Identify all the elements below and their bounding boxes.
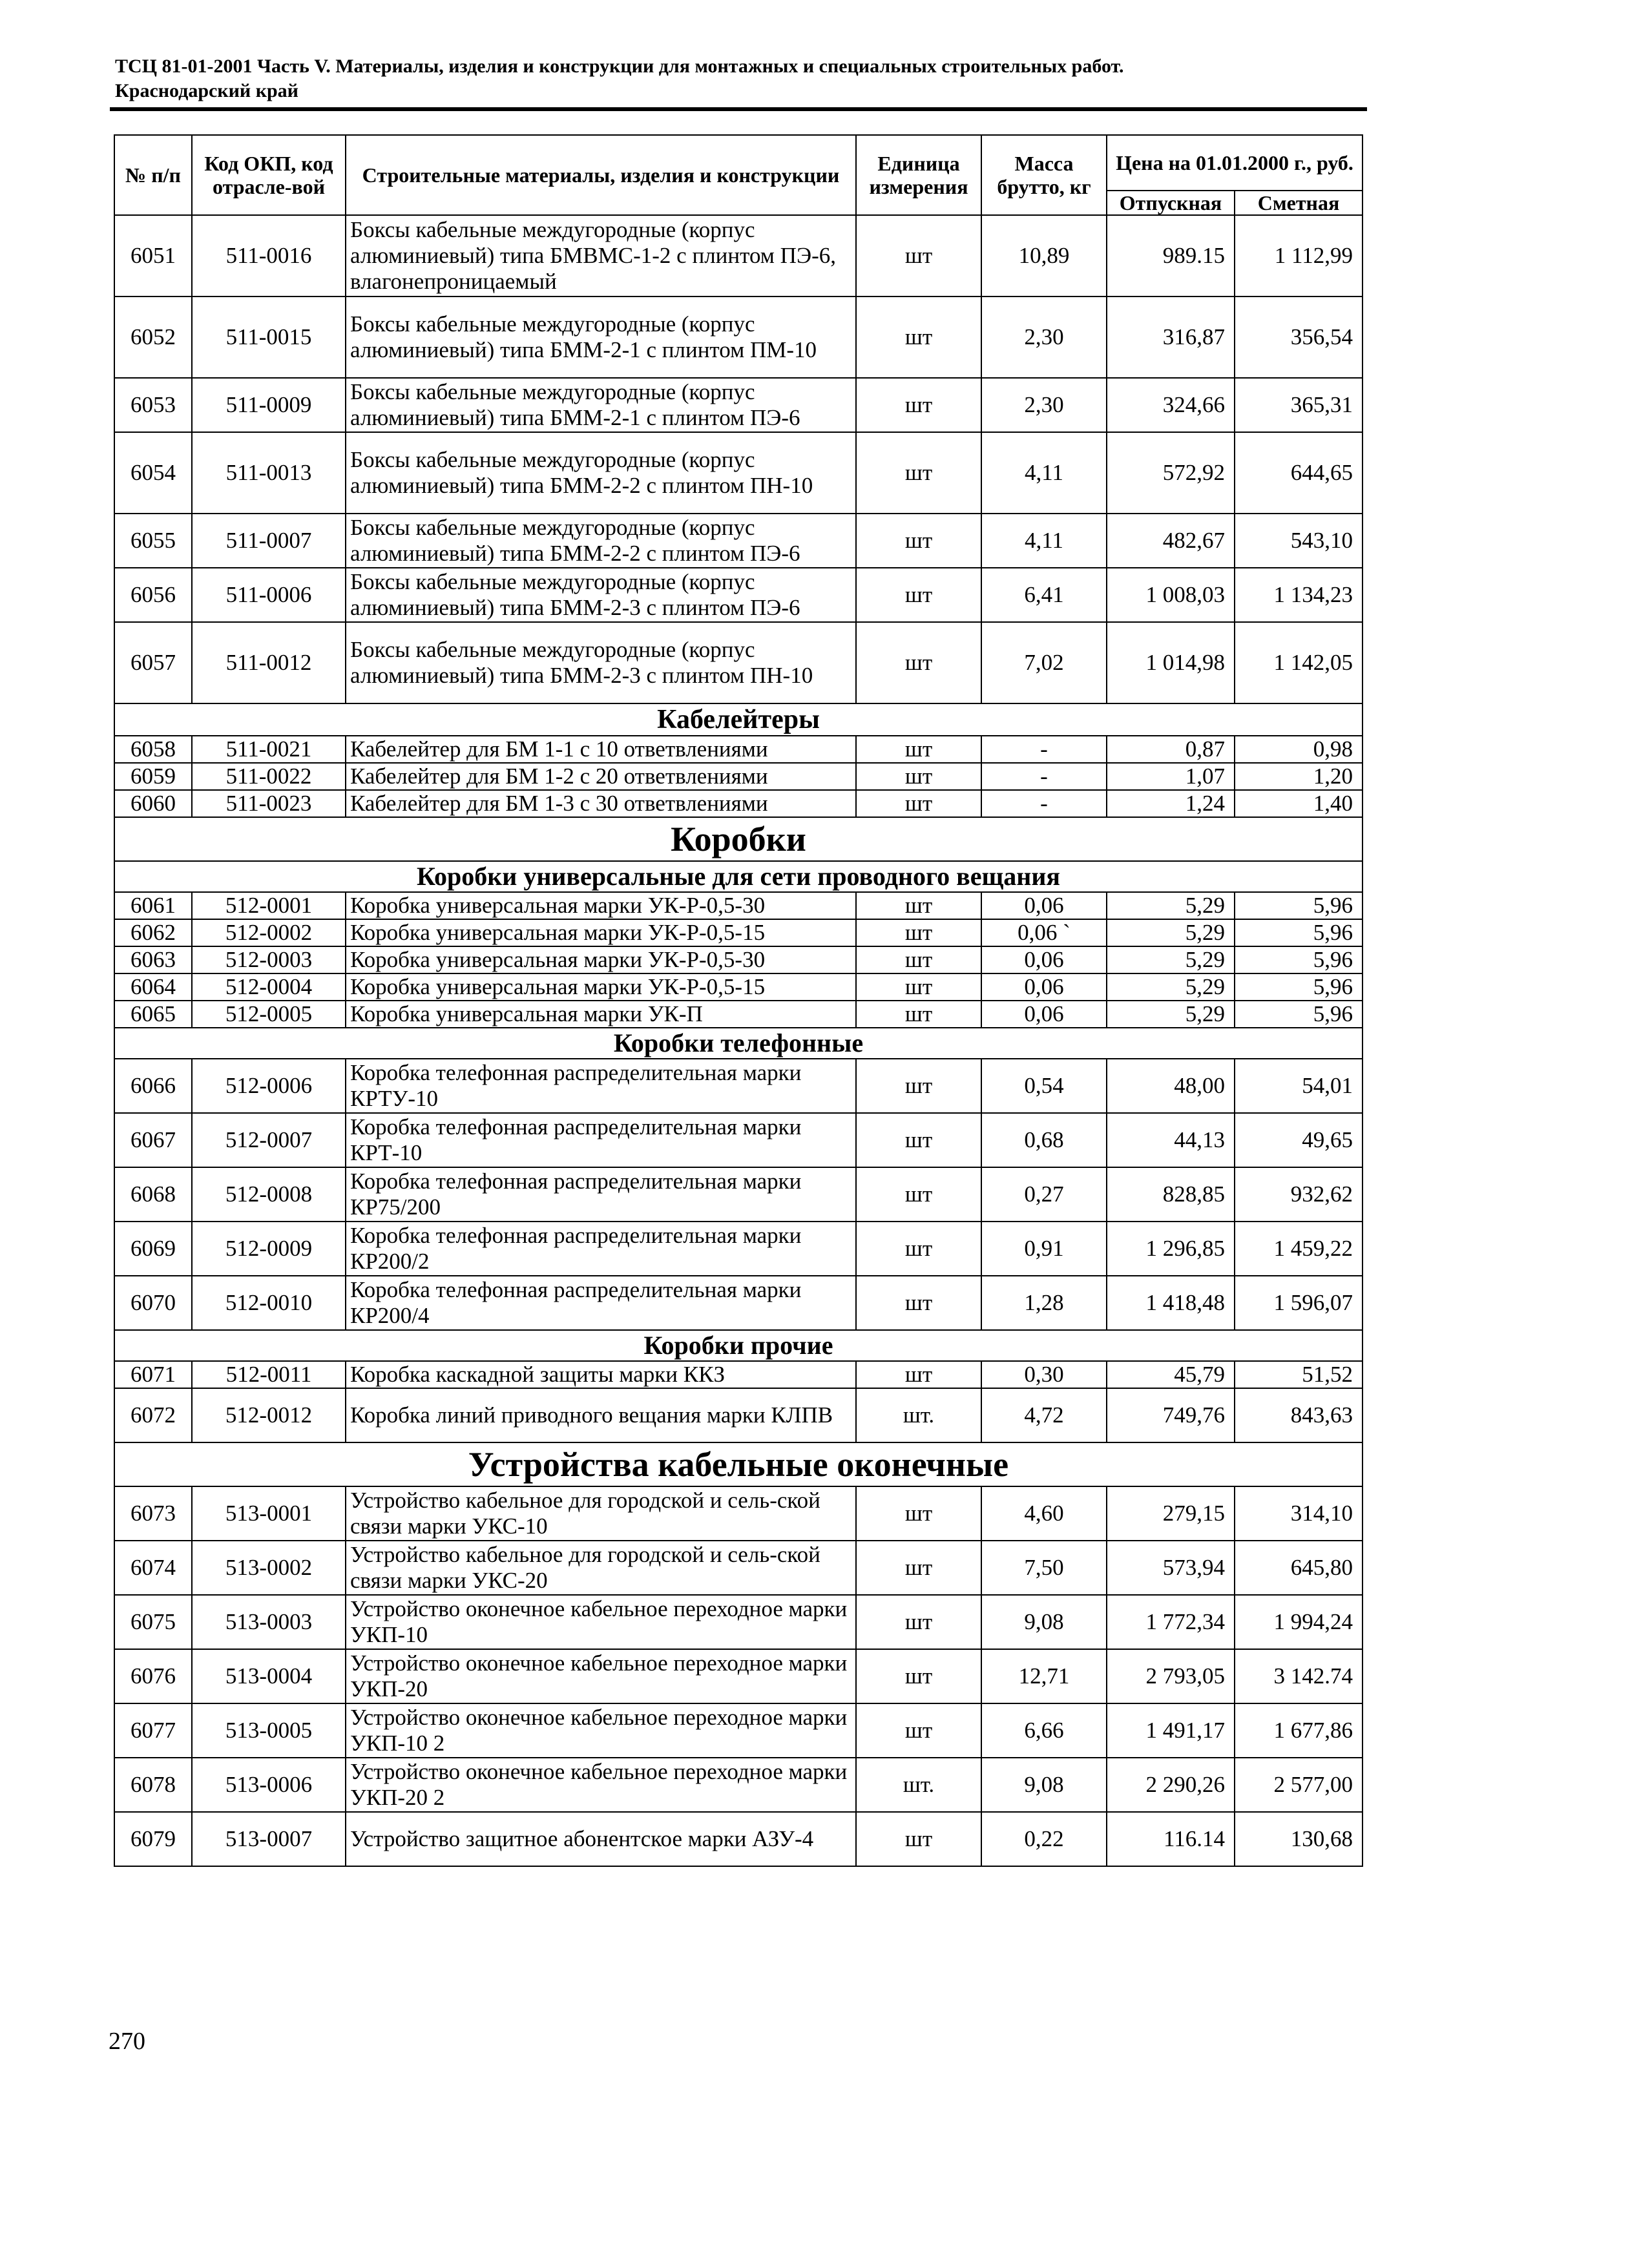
row-release-price: 44,13: [1107, 1113, 1235, 1167]
row-number: 6056: [114, 568, 192, 622]
row-mass: 9,08: [981, 1758, 1107, 1812]
row-name: Устройство оконечное кабельное переходное марки УКП-20: [346, 1649, 856, 1703]
row-code: 512-0007: [192, 1113, 346, 1167]
row-release-price: 1 418,48: [1107, 1276, 1235, 1330]
row-estimate-price: 54,01: [1235, 1059, 1363, 1113]
row-estimate-price: 1,40: [1235, 790, 1363, 817]
row-release-price: 2 793,05: [1107, 1649, 1235, 1703]
header-rule: [110, 107, 1367, 111]
table-row: [114, 892, 1363, 919]
row-estimate-price: 1 677,86: [1235, 1703, 1363, 1758]
row-code: 513-0005: [192, 1703, 346, 1758]
row-code: 513-0006: [192, 1758, 346, 1812]
row-estimate-price: 5,96: [1235, 919, 1363, 946]
row-unit: шт: [856, 919, 981, 946]
row-number: 6078: [114, 1758, 192, 1812]
row-number: 6077: [114, 1703, 192, 1758]
row-release-price: 828,85: [1107, 1167, 1235, 1222]
table-row: [114, 1595, 1363, 1649]
row-estimate-price: 356,54: [1235, 297, 1363, 378]
table-row: [114, 790, 1363, 817]
row-number: 6059: [114, 763, 192, 790]
col-mass-header: Масса брутто, кг: [981, 135, 1107, 215]
row-release-price: 482,67: [1107, 514, 1235, 568]
row-name: Коробка универсальная марки УК-Р-0,5-30: [346, 892, 856, 919]
row-estimate-price: 1 112,99: [1235, 215, 1363, 297]
row-number: 6065: [114, 1001, 192, 1028]
row-mass: 0,06: [981, 892, 1107, 919]
row-unit: шт: [856, 1113, 981, 1167]
table-row: [114, 1388, 1363, 1442]
row-release-price: 989.15: [1107, 215, 1235, 297]
row-unit: шт: [856, 946, 981, 973]
row-code: 512-0006: [192, 1059, 346, 1113]
row-release-price: 0,87: [1107, 736, 1235, 763]
row-code: 511-0013: [192, 432, 346, 514]
row-code: 511-0022: [192, 763, 346, 790]
row-unit: шт: [856, 568, 981, 622]
row-mass: 6,66: [981, 1703, 1107, 1758]
table-row: [114, 1222, 1363, 1276]
table-row: [114, 514, 1363, 568]
row-number: 6062: [114, 919, 192, 946]
row-release-price: 5,29: [1107, 1001, 1235, 1028]
row-unit: шт: [856, 763, 981, 790]
row-code: 511-0006: [192, 568, 346, 622]
row-estimate-price: 51,52: [1235, 1361, 1363, 1388]
row-code: 512-0010: [192, 1276, 346, 1330]
row-name: Боксы кабельные междугородные (корпус алюминиевый) типа БММ-2-1 с плинтом ПМ-10: [346, 297, 856, 378]
row-number: 6053: [114, 378, 192, 432]
table-row: [114, 973, 1363, 1001]
row-mass: 12,71: [981, 1649, 1107, 1703]
row-unit: шт: [856, 790, 981, 817]
row-name: Боксы кабельные междугородные (корпус алюминиевый) типа БММ-2-2 с плинтом ПН-10: [346, 432, 856, 514]
row-unit: шт: [856, 297, 981, 378]
table-row: [114, 1758, 1363, 1812]
row-number: 6058: [114, 736, 192, 763]
header-region: Краснодарский край: [115, 80, 298, 101]
row-code: 513-0002: [192, 1541, 346, 1595]
row-release-price: 48,00: [1107, 1059, 1235, 1113]
section-title: Кабелейтеры: [114, 703, 1363, 736]
row-name: Устройство защитное абонентское марки АЗУ-4: [346, 1812, 856, 1866]
table-body: [114, 215, 1363, 1866]
row-number: 6070: [114, 1276, 192, 1330]
row-release-price: 1,07: [1107, 763, 1235, 790]
row-estimate-price: 843,63: [1235, 1388, 1363, 1442]
table-row: [114, 1059, 1363, 1113]
section-title: Коробки: [114, 817, 1363, 861]
row-code: 512-0005: [192, 1001, 346, 1028]
table-row: [114, 432, 1363, 514]
row-number: 6068: [114, 1167, 192, 1222]
table-row: [114, 1703, 1363, 1758]
row-code: 511-0009: [192, 378, 346, 432]
section-title: Устройства кабельные оконечные: [114, 1442, 1363, 1486]
row-estimate-price: 5,96: [1235, 946, 1363, 973]
row-number: 6064: [114, 973, 192, 1001]
row-release-price: 5,29: [1107, 946, 1235, 973]
col-price-header: Цена на 01.01.2000 г., руб.: [1107, 135, 1363, 191]
row-estimate-price: 1 134,23: [1235, 568, 1363, 622]
subsection-title: Коробки прочие: [114, 1330, 1363, 1361]
row-name: Коробка телефонная распределительная марки КР200/2: [346, 1222, 856, 1276]
row-release-price: 45,79: [1107, 1361, 1235, 1388]
row-mass: 0,30: [981, 1361, 1107, 1388]
row-number: 6075: [114, 1595, 192, 1649]
row-estimate-price: 365,31: [1235, 378, 1363, 432]
row-number: 6067: [114, 1113, 192, 1167]
row-name: Кабелейтер для БМ 1-1 с 10 ответвлениями: [346, 736, 856, 763]
row-unit: шт: [856, 973, 981, 1001]
row-name: Коробка телефонная распределительная марки КР75/200: [346, 1167, 856, 1222]
table-row: [114, 1361, 1363, 1388]
row-release-price: 572,92: [1107, 432, 1235, 514]
table-row: [114, 378, 1363, 432]
row-code: 512-0004: [192, 973, 346, 1001]
table-row: [114, 1486, 1363, 1541]
row-name: Коробка универсальная марки УК-Р-0,5-15: [346, 973, 856, 1001]
row-release-price: 5,29: [1107, 919, 1235, 946]
section-row: [114, 703, 1363, 736]
row-name: Коробка каскадной защиты марки ККЗ: [346, 1361, 856, 1388]
table-row: [114, 1001, 1363, 1028]
row-mass: 4,60: [981, 1486, 1107, 1541]
row-mass: 4,11: [981, 514, 1107, 568]
row-estimate-price: 5,96: [1235, 892, 1363, 919]
row-estimate-price: 1 142,05: [1235, 622, 1363, 703]
row-unit: шт: [856, 1595, 981, 1649]
price-table: [114, 134, 1363, 1867]
table-row: [114, 1167, 1363, 1222]
row-name: Коробка универсальная марки УК-Р-0,5-15: [346, 919, 856, 946]
row-number: 6071: [114, 1361, 192, 1388]
row-name: Устройство оконечное кабельное переходное марки УКП-10 2: [346, 1703, 856, 1758]
row-mass: 0,68: [981, 1113, 1107, 1167]
row-estimate-price: 1 459,22: [1235, 1222, 1363, 1276]
row-unit: шт: [856, 622, 981, 703]
col-num-header: № п/п: [114, 135, 192, 215]
row-name: Кабелейтер для БМ 1-3 с 30 ответвлениями: [346, 790, 856, 817]
row-release-price: 1 014,98: [1107, 622, 1235, 703]
row-estimate-price: 1 596,07: [1235, 1276, 1363, 1330]
row-estimate-price: 5,96: [1235, 973, 1363, 1001]
row-code: 512-0009: [192, 1222, 346, 1276]
row-release-price: 1,24: [1107, 790, 1235, 817]
page-header: [115, 54, 1362, 103]
row-number: 6073: [114, 1486, 192, 1541]
row-release-price: 1 008,03: [1107, 568, 1235, 622]
row-number: 6066: [114, 1059, 192, 1113]
header-title: ТСЦ 81-01-2001 Часть V. Материалы, изделия и конструкции для монтажных и специальных строительных работ.: [115, 56, 1124, 77]
row-mass: 0,27: [981, 1167, 1107, 1222]
row-mass: 0,54: [981, 1059, 1107, 1113]
row-release-price: 1 491,17: [1107, 1703, 1235, 1758]
subsection-title: Коробки универсальные для сети проводного вещания: [114, 861, 1363, 892]
col-estimate-header: Сметная: [1235, 191, 1363, 215]
row-name: Коробка линий приводного вещания марки КЛПВ: [346, 1388, 856, 1442]
row-release-price: 1 772,34: [1107, 1595, 1235, 1649]
row-release-price: 279,15: [1107, 1486, 1235, 1541]
row-name: Боксы кабельные междугородные (корпус алюминиевый) типа БММ-2-1 с плинтом ПЭ-6: [346, 378, 856, 432]
row-code: 513-0001: [192, 1486, 346, 1541]
row-mass: 0,06: [981, 973, 1107, 1001]
row-name: Коробка универсальная марки УК-П: [346, 1001, 856, 1028]
table-row: [114, 622, 1363, 703]
row-number: 6051: [114, 215, 192, 297]
row-estimate-price: 0,98: [1235, 736, 1363, 763]
row-code: 511-0016: [192, 215, 346, 297]
row-code: 511-0023: [192, 790, 346, 817]
table-row: [114, 297, 1363, 378]
row-release-price: 116.14: [1107, 1812, 1235, 1866]
table-row: [114, 1812, 1363, 1866]
table-row: [114, 1649, 1363, 1703]
table-row: [114, 215, 1363, 297]
row-unit: шт: [856, 892, 981, 919]
row-unit: шт.: [856, 1758, 981, 1812]
row-code: 513-0003: [192, 1595, 346, 1649]
row-code: 511-0015: [192, 297, 346, 378]
row-mass: -: [981, 736, 1107, 763]
row-code: 511-0021: [192, 736, 346, 763]
row-estimate-price: 5,96: [1235, 1001, 1363, 1028]
row-release-price: 324,66: [1107, 378, 1235, 432]
section-row: [114, 817, 1363, 861]
col-unit-header: Единица измерения: [856, 135, 981, 215]
row-name: Устройство оконечное кабельное переходное марки УКП-20 2: [346, 1758, 856, 1812]
row-unit: шт: [856, 1812, 981, 1866]
row-unit: шт: [856, 1276, 981, 1330]
row-mass: 0,06: [981, 946, 1107, 973]
row-mass: 4,72: [981, 1388, 1107, 1442]
row-estimate-price: 1,20: [1235, 763, 1363, 790]
row-number: 6074: [114, 1541, 192, 1595]
row-mass: 0,06 `: [981, 919, 1107, 946]
row-number: 6054: [114, 432, 192, 514]
row-unit: шт: [856, 1222, 981, 1276]
row-code: 511-0012: [192, 622, 346, 703]
table-row: [114, 946, 1363, 973]
row-unit: шт: [856, 1541, 981, 1595]
row-estimate-price: 645,80: [1235, 1541, 1363, 1595]
row-code: 512-0001: [192, 892, 346, 919]
row-mass: -: [981, 790, 1107, 817]
row-estimate-price: 1 994,24: [1235, 1595, 1363, 1649]
row-name: Боксы кабельные междугородные (корпус алюминиевый) типа БММ-2-3 с плинтом ПЭ-6: [346, 568, 856, 622]
row-mass: 7,50: [981, 1541, 1107, 1595]
row-name: Коробка телефонная распределительная марки КР200/4: [346, 1276, 856, 1330]
subsection-title: Коробки телефонные: [114, 1028, 1363, 1059]
table-row: [114, 1541, 1363, 1595]
row-estimate-price: 2 577,00: [1235, 1758, 1363, 1812]
row-unit: шт: [856, 1703, 981, 1758]
row-mass: 7,02: [981, 622, 1107, 703]
row-name: Устройство оконечное кабельное переходное марки УКП-10: [346, 1595, 856, 1649]
row-number: 6072: [114, 1388, 192, 1442]
row-number: 6076: [114, 1649, 192, 1703]
subsection-row: [114, 861, 1363, 892]
row-code: 512-0011: [192, 1361, 346, 1388]
row-mass: 10,89: [981, 215, 1107, 297]
row-code: 512-0003: [192, 946, 346, 973]
row-unit: шт: [856, 1361, 981, 1388]
row-estimate-price: 314,10: [1235, 1486, 1363, 1541]
row-unit: шт: [856, 1167, 981, 1222]
row-number: 6069: [114, 1222, 192, 1276]
row-unit: шт: [856, 1059, 981, 1113]
row-estimate-price: 644,65: [1235, 432, 1363, 514]
row-number: 6061: [114, 892, 192, 919]
row-unit: шт: [856, 736, 981, 763]
subsection-row: [114, 1330, 1363, 1361]
row-mass: 1,28: [981, 1276, 1107, 1330]
row-code: 513-0004: [192, 1649, 346, 1703]
row-code: 512-0012: [192, 1388, 346, 1442]
row-number: 6060: [114, 790, 192, 817]
row-unit: шт: [856, 378, 981, 432]
row-estimate-price: 932,62: [1235, 1167, 1363, 1222]
row-name: Устройство кабельное для городской и сель-ской связи марки УКС-10: [346, 1486, 856, 1541]
row-mass: 4,11: [981, 432, 1107, 514]
row-unit: шт: [856, 432, 981, 514]
row-release-price: 749,76: [1107, 1388, 1235, 1442]
section-row: [114, 1442, 1363, 1486]
row-unit: шт: [856, 1486, 981, 1541]
row-number: 6055: [114, 514, 192, 568]
row-estimate-price: 543,10: [1235, 514, 1363, 568]
row-code: 511-0007: [192, 514, 346, 568]
row-code: 512-0002: [192, 919, 346, 946]
row-release-price: 5,29: [1107, 892, 1235, 919]
row-mass: 2,30: [981, 297, 1107, 378]
row-name: Боксы кабельные междугородные (корпус алюминиевый) типа БМВМС-1-2 с плинтом ПЭ-6, влагонепроницаемый: [346, 215, 856, 297]
row-estimate-price: 49,65: [1235, 1113, 1363, 1167]
row-estimate-price: 3 142.74: [1235, 1649, 1363, 1703]
row-mass: 0,06: [981, 1001, 1107, 1028]
row-release-price: 316,87: [1107, 297, 1235, 378]
row-number: 6057: [114, 622, 192, 703]
table-row: [114, 763, 1363, 790]
row-name: Коробка телефонная распределительная марки КРТУ-10: [346, 1059, 856, 1113]
row-name: Боксы кабельные междугородные (корпус алюминиевый) типа БММ-2-3 с плинтом ПН-10: [346, 622, 856, 703]
table-row: [114, 1113, 1363, 1167]
row-unit: шт: [856, 1001, 981, 1028]
table-row: [114, 1276, 1363, 1330]
subsection-row: [114, 1028, 1363, 1059]
row-name: Коробка универсальная марки УК-Р-0,5-30: [346, 946, 856, 973]
row-release-price: 1 296,85: [1107, 1222, 1235, 1276]
row-code: 512-0008: [192, 1167, 346, 1222]
row-estimate-price: 130,68: [1235, 1812, 1363, 1866]
row-name: Коробка телефонная распределительная марки КРТ-10: [346, 1113, 856, 1167]
col-release-header: Отпускная: [1107, 191, 1235, 215]
row-number: 6079: [114, 1812, 192, 1866]
row-release-price: 5,29: [1107, 973, 1235, 1001]
row-mass: 6,41: [981, 568, 1107, 622]
table-row: [114, 736, 1363, 763]
row-mass: 0,22: [981, 1812, 1107, 1866]
row-unit: шт.: [856, 1388, 981, 1442]
row-number: 6052: [114, 297, 192, 378]
row-unit: шт: [856, 514, 981, 568]
row-name: Кабелейтер для БМ 1-2 с 20 ответвлениями: [346, 763, 856, 790]
col-name-header: Строительные материалы, изделия и конструкции: [346, 135, 856, 215]
row-number: 6063: [114, 946, 192, 973]
row-code: 513-0007: [192, 1812, 346, 1866]
row-mass: 2,30: [981, 378, 1107, 432]
row-name: Устройство кабельное для городской и сель-ской связи марки УКС-20: [346, 1541, 856, 1595]
row-unit: шт: [856, 215, 981, 297]
row-release-price: 2 290,26: [1107, 1758, 1235, 1812]
page-number: 270: [109, 2028, 145, 2055]
row-mass: 9,08: [981, 1595, 1107, 1649]
row-unit: шт: [856, 1649, 981, 1703]
row-mass: -: [981, 763, 1107, 790]
row-mass: 0,91: [981, 1222, 1107, 1276]
table-row: [114, 568, 1363, 622]
col-code-header: Код ОКП, код отрасле-вой: [192, 135, 346, 215]
row-name: Боксы кабельные междугородные (корпус алюминиевый) типа БММ-2-2 с плинтом ПЭ-6: [346, 514, 856, 568]
row-release-price: 573,94: [1107, 1541, 1235, 1595]
table-row: [114, 919, 1363, 946]
